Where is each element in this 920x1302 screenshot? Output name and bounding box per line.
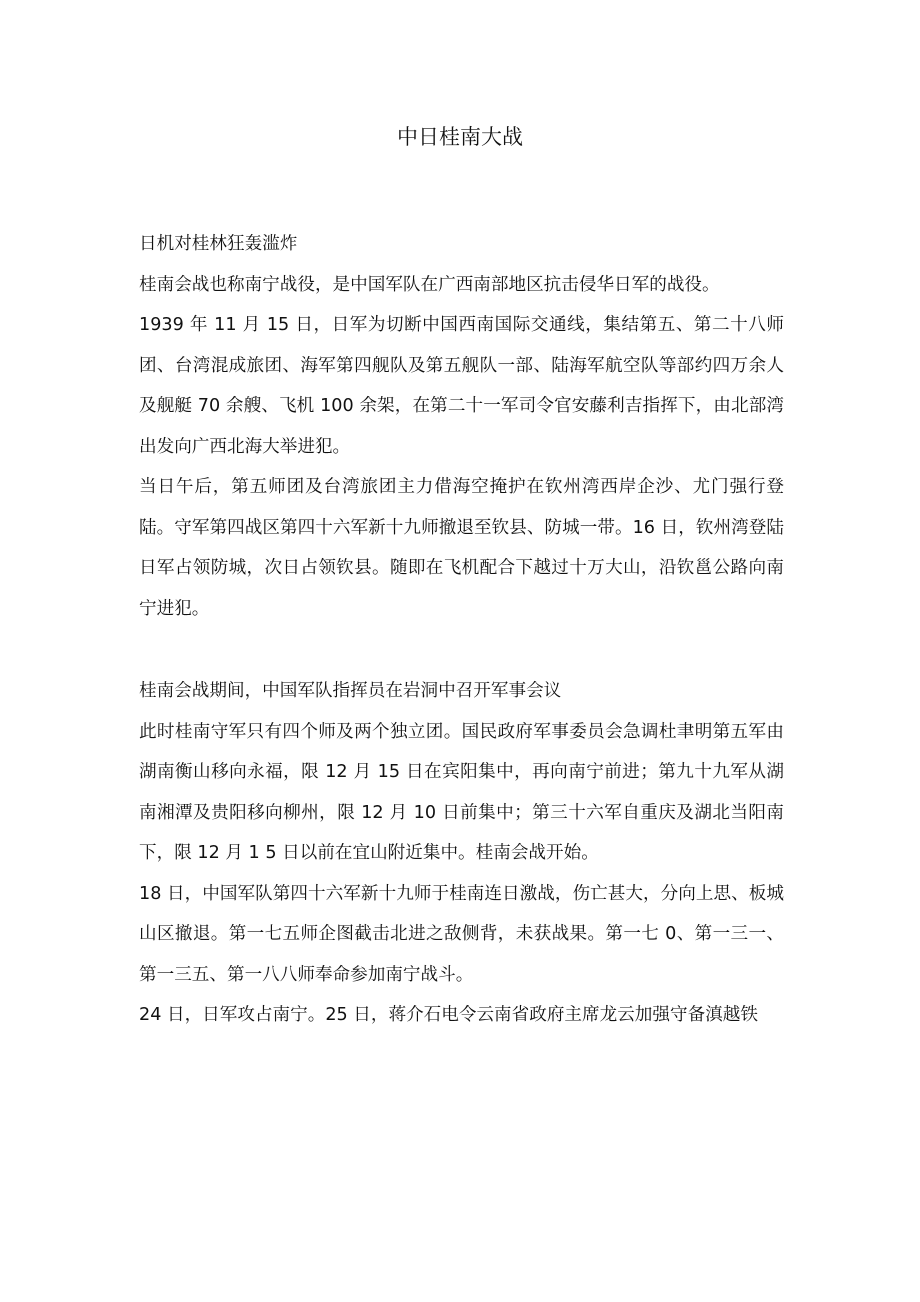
paragraph-overview: 桂南会战也称南宁战役，是中国军队在广西南部地区抗击侵华日军的战役。 <box>139 274 720 295</box>
section-heading-meeting: 桂南会战期间，中国军队指挥员在岩洞中召开军事会议 <box>139 681 562 701</box>
paragraph-landing: 当日午后，第五师团及台湾旅团主力借海空掩护在钦州湾西岸企沙、尤门强行登陆。守军第四战区第四十六军新十九师撤退至钦县、防城一带。16 日，钦州湾登陆日军占领防城，次日占领钦县。随即在飞机配合下越过十万大山，沿钦邕公路向南宁进犯。 <box>139 477 784 619</box>
document-title: 中日桂南大战 <box>397 125 523 149</box>
paragraph-invasion: 1939 年 11 月 15 日，日军为切断中国西南国际交通线，集结第五、第二十八师团、台湾混成旅团、海军第四舰队及第五舰队一部、陆海军航空队等部约四万余人及舰艇 70 余艘、飞机 100 余架，在第二十一军司令官安藤利吉指挥下，由北部湾出发向广西北海大举进犯。 <box>139 315 784 457</box>
section-spacer <box>139 629 784 671</box>
paragraph-reinforcements: 此时桂南守军只有四个师及两个独立团。国民政府军事委员会急调杜聿明第五军由湖南衡山移向永福，限 12 月 15 日在宾阳集中，再向南宁前进；第九十九军从湖南湘潭及贵阳移向柳州，限 12 月 10 日前集中；第三十六军自重庆及湖北当阳南下，限 12 月 1 5 日以前在宜山附近集中。桂南会战开始。 <box>139 721 784 863</box>
paragraph-nanning-falls: 24 日，日军攻占南宁。25 日，蒋介石电令云南省政府主席龙云加强守备滇越铁 <box>139 1005 758 1025</box>
paragraph-retreat: 18 日，中国军队第四十六军新十九师于桂南连日激战，伤亡甚大，分向上思、板城山区撤退。第一七五师企图截击北进之敌侧背，未获战果。第一七 0、第一三一、第一三五、第一八八师奉命参加南宁战斗。 <box>139 883 784 985</box>
section-heading-bombing: 日机对桂林狂轰滥炸 <box>139 234 298 254</box>
document-body <box>139 224 784 1036</box>
